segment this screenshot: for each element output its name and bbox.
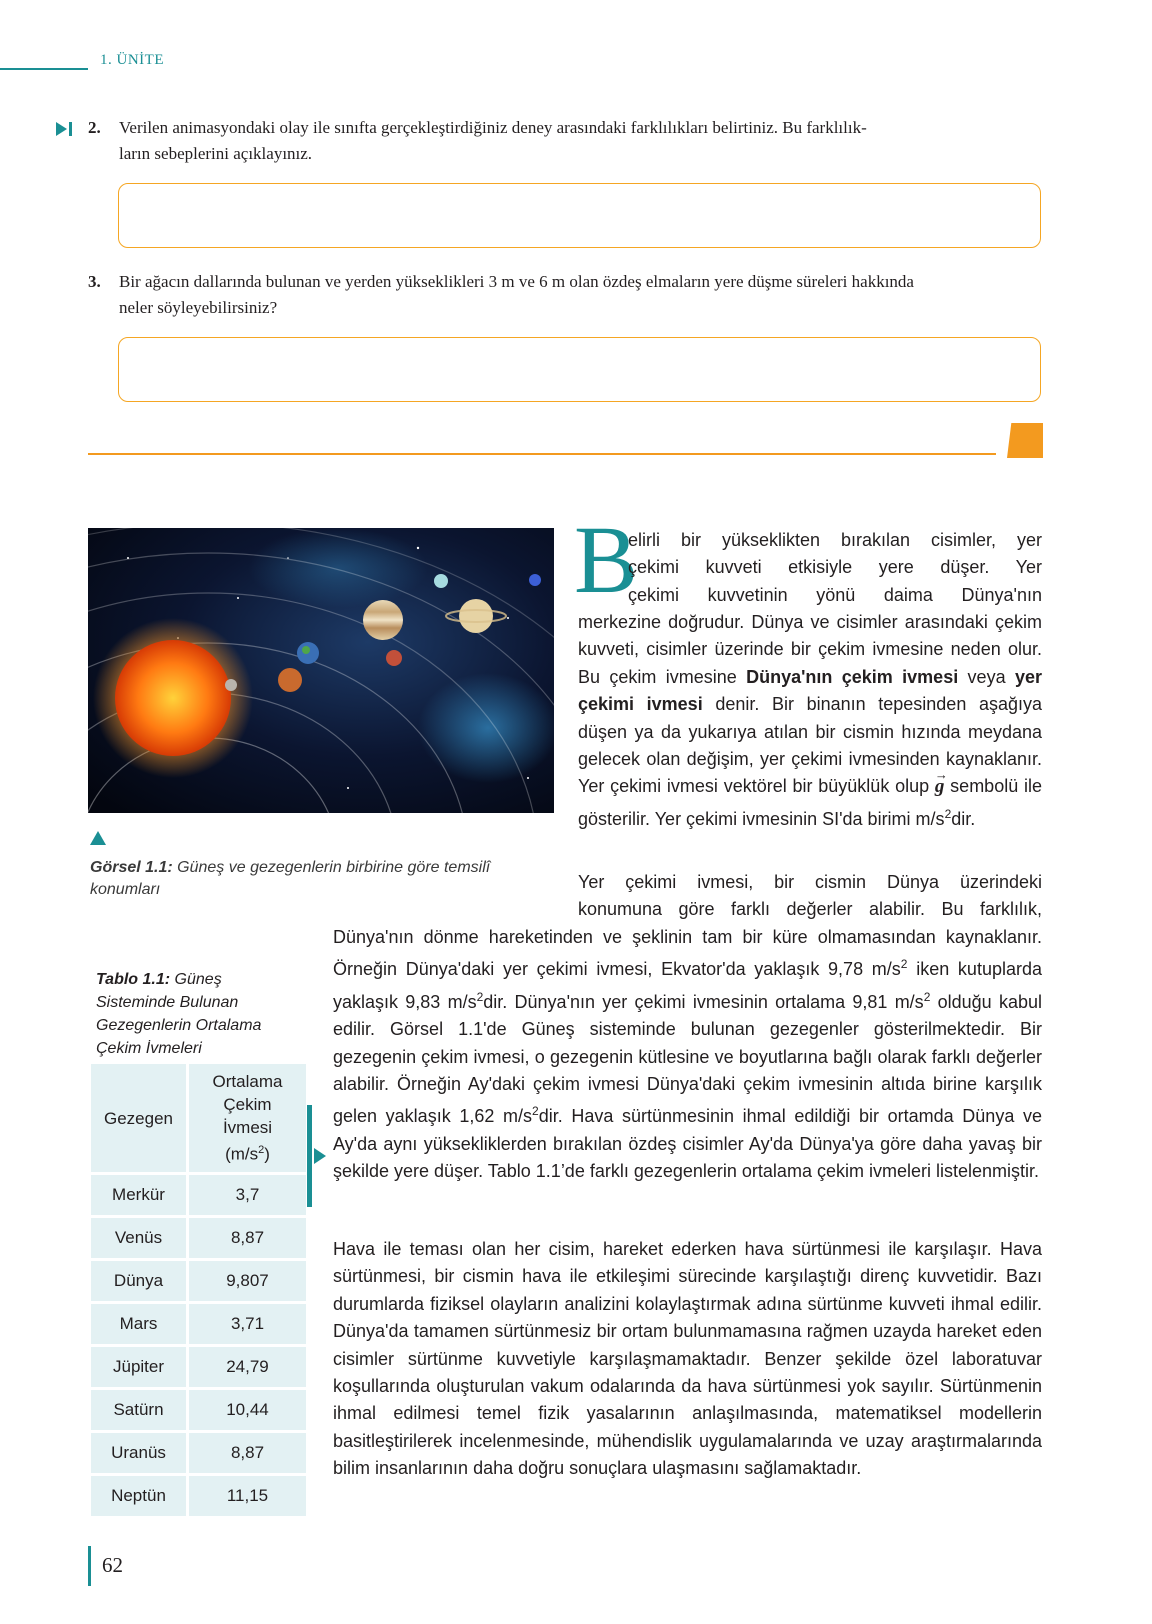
animation-play-icon[interactable] [56, 121, 74, 137]
header-gravity-line-3: İvmesi [222, 1118, 273, 1138]
planet-cell: Venüs [91, 1218, 189, 1258]
paragraph-2-opening [578, 869, 1042, 924]
table-row [91, 1476, 306, 1516]
planet-cell: Satürn [91, 1390, 189, 1430]
p1-sup: 2 [944, 806, 952, 821]
p1-text-b: veya [958, 666, 1015, 687]
header-gravity [189, 1064, 306, 1172]
figure-caption [90, 857, 530, 901]
unit-divider [0, 68, 88, 70]
gravity-cell: 3,71 [189, 1304, 306, 1344]
gravity-cell: 3,7 [189, 1175, 306, 1215]
table-header-row [91, 1064, 306, 1172]
gravity-cell: 8,87 [189, 1433, 306, 1473]
p2-sup-3: 2 [923, 989, 931, 1004]
p2-text-a: Dünya'nın dönme hareketinden ve şeklinin tam bir küre olmamasından kaynaklanır. Örneğin Dünya'daki yer çekimi ivmesi, Ekvator'da yaklaşık 9,78 m/s [333, 927, 1042, 980]
term-gravitational-acceleration: yer çekimi ivmesi [578, 666, 1042, 715]
paragraph-1-line-3: çekimi kuvvetinin yönü daima Dünya'nın [628, 584, 1042, 605]
question-2-line-1: Verilen animasyondaki olay ile sınıfta gerçekleştirdiğiniz deney arasındaki farklılıkları belirtiniz. Bu farklılık- [119, 118, 867, 137]
question-2-answer-box[interactable] [118, 183, 1041, 248]
question-3-number: 3. [88, 272, 101, 291]
table-row [91, 1347, 306, 1387]
header-unit-end: ) [264, 1144, 270, 1164]
paragraph-1-line-2: çekimi kuvveti etkisiyle yere düşer. Yer [628, 557, 1042, 578]
question-3-answer-box[interactable] [118, 337, 1041, 402]
paragraph-1-line-1: elirli bir yükseklikten bırakılan cisimler, yer [628, 530, 1042, 550]
planet-cell: Uranüs [91, 1433, 189, 1473]
planet-cell: Dünya [91, 1261, 189, 1301]
vector-g-letter: g [934, 776, 945, 798]
vector-g-symbol: → g [934, 767, 948, 798]
figure-marker-icon [90, 831, 106, 845]
p2-sup-4: 2 [532, 1104, 539, 1119]
paragraph-2-body [333, 924, 1042, 1186]
table-reference-bar [307, 1105, 312, 1207]
p1-text-d: sembolü ile gösterilir. Yer çekimi ivmesinin SI'da birimi m/s [578, 776, 1043, 829]
p1-text-e: dir. [951, 808, 976, 829]
table-row [91, 1433, 306, 1473]
gravity-cell: 10,44 [189, 1390, 306, 1430]
p2-sup-1: 2 [900, 957, 908, 972]
header-planet: Gezegen [91, 1064, 189, 1172]
question-2-line-2: ların sebeplerini açıklayınız. [119, 144, 313, 163]
paragraph-2-line-2: konumuna göre farklı değerler alabilir. Bu farklılık, [578, 899, 1042, 920]
table-row [91, 1304, 306, 1344]
header-unit-sup: 2 [258, 1144, 265, 1157]
header-gravity-line-4 [189, 1139, 306, 1166]
header-gravity-line-1: Ortalama [212, 1072, 283, 1092]
p2-sup-2: 2 [476, 989, 484, 1004]
planet-cell: Merkür [91, 1175, 189, 1215]
p2-text-d: olduğu kabul edilir. Görsel 1.1'de Güneş sisteminde bulunan gezegenler gösterilmektedir. Bir gezegenin çekim ivmesi, o gezegenin kütlesine ve boyutlarına bağlı olarak farklı değerler alabilir. Örneğin Ay'daki çekim ivmesi Dünya'daki çekim ivmesinin altıda birine karşılık gelen yaklaşık 1,62 m/s [333, 991, 1042, 1127]
gravity-cell: 11,15 [189, 1476, 306, 1516]
drop-cap: B [574, 506, 639, 613]
planet-cell: Mars [91, 1304, 189, 1344]
question-2-text [119, 115, 1039, 167]
header-gravity-line-2: Çekim [223, 1095, 272, 1115]
table-row [91, 1218, 306, 1258]
table-row [91, 1261, 306, 1301]
unit-label: 1. ÜNİTE [100, 52, 164, 68]
gravity-cell: 24,79 [189, 1347, 306, 1387]
figure-caption-text: Güneş ve gezegenlerin birbirine göre temsilî konumları [90, 859, 491, 898]
paragraph-1-opening [628, 527, 1042, 609]
paragraph-2-line-1: Yer çekimi ivmesi, bir cismin Dünya üzerindeki [578, 872, 1042, 892]
page-number-bar [88, 1546, 91, 1586]
question-3-line-1: Bir ağacın dallarında bulunan ve yerden yükseklikleri 3 m ve 6 m olan özdeş elmaların yere düşme süreleri hakkında [119, 272, 914, 291]
table-reference-arrow-icon [314, 1148, 326, 1164]
p2-text-b: iken kutuplarda yaklaşık 9,83 m/s [333, 959, 1042, 1012]
table-row [91, 1175, 306, 1215]
p2-text-c: dir. Dünya'nın yer çekimi ivmesinin ortalama 9,81 m/s [483, 991, 924, 1012]
question-2-number: 2. [88, 118, 101, 137]
solar-system-image [88, 528, 554, 813]
gravity-cell: 8,87 [189, 1218, 306, 1258]
table-caption-label: Tablo 1.1: [96, 971, 171, 988]
gravity-table [91, 1061, 306, 1519]
figure-caption-label: Görsel 1.1: [90, 859, 173, 876]
table-caption-text: Güneş Sisteminde Bulunan Gezegenlerin Ortalama Çekim İvmeleri [96, 971, 262, 1057]
section-tab-marker [1007, 423, 1043, 458]
header-unit: (m/s [225, 1144, 259, 1164]
p2-text-e: dir. Hava sürtünmesinin ihmal edildiği bir ortamda Dünya ve Ay'da aynı yüksekliklerden bırakılan özdeş cisimler Ay'da Dünya'ya göre daha yavaş bir şekilde yere düşer. Tablo 1.1’de farklı gezegenlerin ortalama çekim ivmeleri listelenmiştir. [333, 1106, 1042, 1182]
paragraph-1-body [578, 609, 1042, 833]
question-3-text [119, 269, 1039, 321]
p1-text-c: denir. Bir binanın tepesinden aşağıya düşen ya da yukarıya atılan bir cismin hızında meydana gelecek olan değişim, yer çekimi ivmesinden kaynaklanır. Yer çekimi ivmesi vektörel bir büyüklük olup [578, 694, 1042, 797]
paragraph-3: Hava ile teması olan her cisim, hareket ederken hava sürtünmesi ile karşılaşır. Hava sürtünmesi, bir cismin hava ile etkileşimi sürecinde karşılaştığı direnç kuvvetidir. Bazı durumlarda fiziksel olayların analizini kolaylaştırmak adına sürtünme kuvveti ihmal edilir. Dünya'da tamamen sürtünmesiz bir ortam bulunmamasına rağmen uzayda hareket eden cisimler sürtünme kuvvetiyle karşılaşmamaktadır. Benzer şekilde özel laboratuvar koşullarında oluşturulan vakum odalarında da hava sürtünmesi yok sayılır. Sürtünmenin ihmal edilmesi temel fizik yasalarının anlaşılmasında, matematiksel modellerin basitleştirilerek incelenmesinde, mühendislik uygulamalarında ve uzay araştırmalarında bilim insanlarının daha doğru sonuçlara ulaşmasını sağlamaktadır. [333, 1239, 1042, 1479]
section-divider [88, 453, 996, 455]
planet-cell: Jüpiter [91, 1347, 189, 1387]
gravity-cell: 9,807 [189, 1261, 306, 1301]
table-row [91, 1390, 306, 1430]
table-caption [96, 968, 301, 1060]
gravity-table-wrapper [91, 1061, 306, 1519]
question-3-line-2: neler söyleyebilirsiniz? [119, 298, 278, 317]
term-earth-gravity: Dünya'nın çekim ivmesi [746, 666, 959, 687]
p1-text-a: merkezine doğrudur. Dünya ve cisimler arasındaki çekim kuvveti, cisimler üzerinde bir çekim ivmesine neden olur. Bu çekim ivmesine [578, 612, 1042, 687]
planet-cell: Neptün [91, 1476, 189, 1516]
page-number: 62 [102, 1553, 123, 1577]
